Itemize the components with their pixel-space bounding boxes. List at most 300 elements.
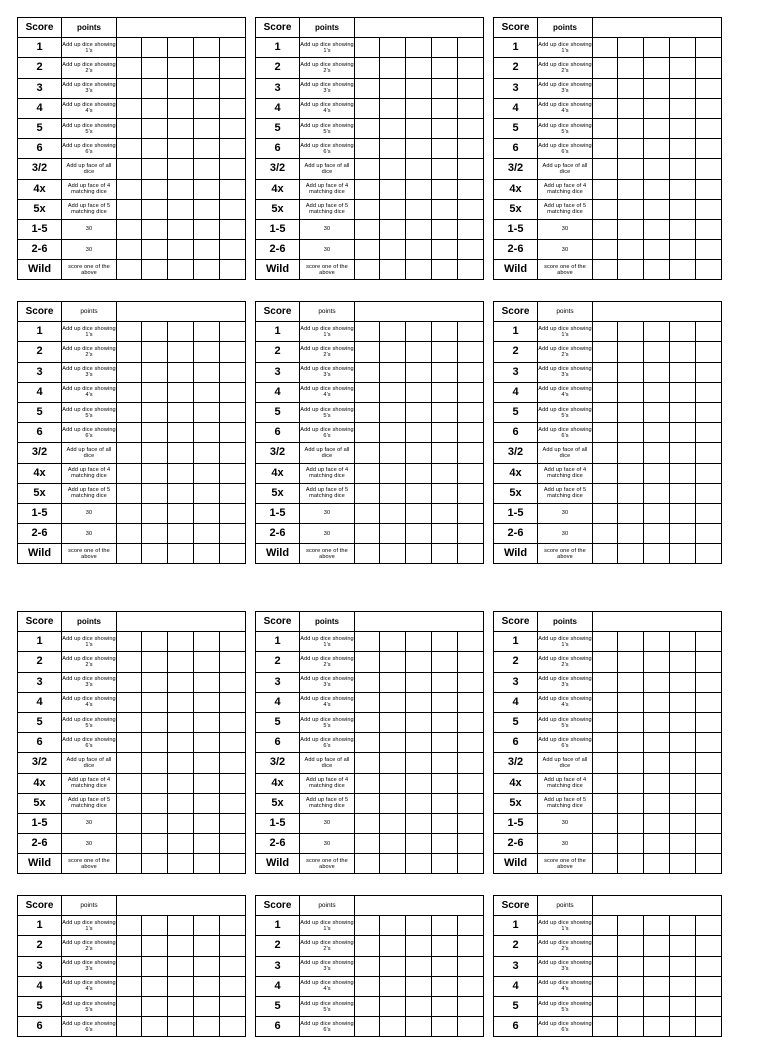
score-entry-cell[interactable] [194,813,220,833]
score-entry-cell[interactable] [194,139,220,159]
score-entry-cell[interactable] [380,78,406,98]
score-entry-cell[interactable] [380,834,406,854]
score-entry-cell[interactable] [380,38,406,58]
score-entry-cell[interactable] [593,976,618,996]
score-entry-cell[interactable] [696,854,722,874]
score-entry-cell[interactable] [644,382,670,402]
score-entry-cell[interactable] [194,916,220,936]
score-entry-cell[interactable] [670,199,696,219]
score-entry-cell[interactable] [380,423,406,443]
score-entry-cell[interactable] [355,423,380,443]
score-entry-cell[interactable] [618,692,644,712]
score-entry-cell[interactable] [168,38,194,58]
score-entry-cell[interactable] [670,652,696,672]
score-entry-cell[interactable] [644,423,670,443]
score-entry-cell[interactable] [696,813,722,833]
score-entry-cell[interactable] [355,632,380,652]
score-entry-cell[interactable] [618,423,644,443]
score-entry-cell[interactable] [593,118,618,138]
score-entry-cell[interactable] [593,483,618,503]
score-entry-cell[interactable] [670,996,696,1016]
score-entry-cell[interactable] [117,854,142,874]
score-entry-cell[interactable] [406,78,432,98]
score-entry-cell[interactable] [406,199,432,219]
score-entry-cell[interactable] [458,672,484,692]
score-entry-cell[interactable] [458,199,484,219]
score-entry-cell[interactable] [142,362,168,382]
score-entry-cell[interactable] [644,78,670,98]
score-entry-cell[interactable] [355,503,380,523]
score-entry-cell[interactable] [220,78,246,98]
score-entry-cell[interactable] [117,179,142,199]
score-entry-cell[interactable] [696,402,722,422]
score-entry-cell[interactable] [380,382,406,402]
score-entry-cell[interactable] [670,483,696,503]
score-entry-cell[interactable] [696,793,722,813]
score-entry-cell[interactable] [618,219,644,239]
score-entry-cell[interactable] [458,976,484,996]
score-entry-cell[interactable] [194,712,220,732]
score-entry-cell[interactable] [117,503,142,523]
score-entry-cell[interactable] [644,854,670,874]
score-entry-cell[interactable] [168,423,194,443]
score-entry-cell[interactable] [696,219,722,239]
score-entry-cell[interactable] [194,260,220,280]
score-entry-cell[interactable] [194,773,220,793]
score-entry-cell[interactable] [380,219,406,239]
score-entry-cell[interactable] [432,443,458,463]
score-entry-cell[interactable] [618,976,644,996]
score-entry-cell[interactable] [618,632,644,652]
score-entry-cell[interactable] [432,996,458,1016]
score-entry-cell[interactable] [593,793,618,813]
score-entry-cell[interactable] [644,402,670,422]
score-entry-cell[interactable] [593,199,618,219]
score-entry-cell[interactable] [194,342,220,362]
score-entry-cell[interactable] [194,402,220,422]
score-entry-cell[interactable] [380,402,406,422]
score-entry-cell[interactable] [117,118,142,138]
score-entry-cell[interactable] [644,483,670,503]
score-entry-cell[interactable] [142,38,168,58]
score-entry-cell[interactable] [670,916,696,936]
score-entry-cell[interactable] [432,382,458,402]
score-entry-cell[interactable] [593,956,618,976]
score-entry-cell[interactable] [458,834,484,854]
score-entry-cell[interactable] [432,139,458,159]
score-entry-cell[interactable] [432,342,458,362]
score-entry-cell[interactable] [194,1017,220,1037]
score-entry-cell[interactable] [618,240,644,260]
score-entry-cell[interactable] [380,524,406,544]
score-entry-cell[interactable] [458,78,484,98]
score-entry-cell[interactable] [670,712,696,732]
score-entry-cell[interactable] [355,834,380,854]
score-entry-cell[interactable] [432,773,458,793]
score-entry-cell[interactable] [117,322,142,342]
score-entry-cell[interactable] [618,118,644,138]
score-entry-cell[interactable] [220,463,246,483]
score-entry-cell[interactable] [142,524,168,544]
score-entry-cell[interactable] [593,58,618,78]
score-entry-cell[interactable] [406,692,432,712]
score-entry-cell[interactable] [644,322,670,342]
score-entry-cell[interactable] [168,916,194,936]
score-entry-cell[interactable] [432,733,458,753]
score-entry-cell[interactable] [406,179,432,199]
score-entry-cell[interactable] [194,854,220,874]
score-entry-cell[interactable] [618,483,644,503]
score-entry-cell[interactable] [142,956,168,976]
score-entry-cell[interactable] [220,793,246,813]
score-entry-cell[interactable] [168,753,194,773]
score-entry-cell[interactable] [670,139,696,159]
score-entry-cell[interactable] [618,753,644,773]
score-entry-cell[interactable] [117,219,142,239]
score-entry-cell[interactable] [644,692,670,712]
score-entry-cell[interactable] [220,632,246,652]
score-entry-cell[interactable] [696,443,722,463]
score-entry-cell[interactable] [458,956,484,976]
score-entry-cell[interactable] [168,956,194,976]
score-entry-cell[interactable] [432,219,458,239]
score-entry-cell[interactable] [220,98,246,118]
score-entry-cell[interactable] [432,199,458,219]
score-entry-cell[interactable] [458,58,484,78]
score-entry-cell[interactable] [644,159,670,179]
score-entry-cell[interactable] [117,423,142,443]
score-entry-cell[interactable] [168,544,194,564]
score-entry-cell[interactable] [406,463,432,483]
score-entry-cell[interactable] [618,996,644,1016]
score-entry-cell[interactable] [593,322,618,342]
score-entry-cell[interactable] [142,672,168,692]
score-entry-cell[interactable] [194,322,220,342]
score-entry-cell[interactable] [670,342,696,362]
score-entry-cell[interactable] [380,976,406,996]
score-entry-cell[interactable] [168,362,194,382]
score-entry-cell[interactable] [644,342,670,362]
score-entry-cell[interactable] [168,443,194,463]
score-entry-cell[interactable] [194,976,220,996]
score-entry-cell[interactable] [458,773,484,793]
score-entry-cell[interactable] [194,219,220,239]
score-entry-cell[interactable] [220,544,246,564]
score-entry-cell[interactable] [618,672,644,692]
score-entry-cell[interactable] [380,733,406,753]
score-entry-cell[interactable] [380,672,406,692]
score-entry-cell[interactable] [618,362,644,382]
score-entry-cell[interactable] [618,58,644,78]
score-entry-cell[interactable] [593,139,618,159]
score-entry-cell[interactable] [406,423,432,443]
score-entry-cell[interactable] [380,956,406,976]
score-entry-cell[interactable] [458,524,484,544]
score-entry-cell[interactable] [670,219,696,239]
score-entry-cell[interactable] [618,342,644,362]
score-entry-cell[interactable] [593,773,618,793]
score-entry-cell[interactable] [593,240,618,260]
score-entry-cell[interactable] [593,382,618,402]
score-entry-cell[interactable] [220,362,246,382]
score-entry-cell[interactable] [142,834,168,854]
score-entry-cell[interactable] [406,916,432,936]
score-entry-cell[interactable] [380,544,406,564]
score-entry-cell[interactable] [432,956,458,976]
score-entry-cell[interactable] [355,793,380,813]
score-entry-cell[interactable] [644,139,670,159]
score-entry-cell[interactable] [406,753,432,773]
score-entry-cell[interactable] [355,544,380,564]
score-entry-cell[interactable] [117,773,142,793]
score-entry-cell[interactable] [432,38,458,58]
score-entry-cell[interactable] [355,936,380,956]
score-entry-cell[interactable] [380,1017,406,1037]
score-entry-cell[interactable] [406,98,432,118]
score-entry-cell[interactable] [696,98,722,118]
score-entry-cell[interactable] [696,916,722,936]
score-entry-cell[interactable] [406,773,432,793]
score-entry-cell[interactable] [458,38,484,58]
score-entry-cell[interactable] [142,652,168,672]
score-entry-cell[interactable] [644,118,670,138]
score-entry-cell[interactable] [142,692,168,712]
score-entry-cell[interactable] [618,179,644,199]
score-entry-cell[interactable] [220,159,246,179]
score-entry-cell[interactable] [117,793,142,813]
score-entry-cell[interactable] [696,139,722,159]
score-entry-cell[interactable] [593,423,618,443]
score-entry-cell[interactable] [593,996,618,1016]
score-entry-cell[interactable] [220,240,246,260]
score-entry-cell[interactable] [355,199,380,219]
score-entry-cell[interactable] [355,382,380,402]
score-entry-cell[interactable] [194,956,220,976]
score-entry-cell[interactable] [406,524,432,544]
score-entry-cell[interactable] [194,118,220,138]
score-entry-cell[interactable] [432,524,458,544]
score-entry-cell[interactable] [380,58,406,78]
score-entry-cell[interactable] [117,672,142,692]
score-entry-cell[interactable] [168,793,194,813]
score-entry-cell[interactable] [168,342,194,362]
score-entry-cell[interactable] [670,524,696,544]
score-entry-cell[interactable] [644,672,670,692]
score-entry-cell[interactable] [593,652,618,672]
score-entry-cell[interactable] [168,199,194,219]
score-entry-cell[interactable] [142,342,168,362]
score-entry-cell[interactable] [117,1017,142,1037]
score-entry-cell[interactable] [696,996,722,1016]
score-entry-cell[interactable] [644,753,670,773]
score-entry-cell[interactable] [670,854,696,874]
score-entry-cell[interactable] [194,503,220,523]
score-entry-cell[interactable] [355,58,380,78]
score-entry-cell[interactable] [406,443,432,463]
score-entry-cell[interactable] [406,362,432,382]
score-entry-cell[interactable] [194,652,220,672]
score-entry-cell[interactable] [355,443,380,463]
score-entry-cell[interactable] [168,936,194,956]
score-entry-cell[interactable] [380,118,406,138]
score-entry-cell[interactable] [458,98,484,118]
score-entry-cell[interactable] [168,854,194,874]
score-entry-cell[interactable] [696,503,722,523]
score-entry-cell[interactable] [406,936,432,956]
score-entry-cell[interactable] [117,652,142,672]
score-entry-cell[interactable] [432,240,458,260]
score-entry-cell[interactable] [644,793,670,813]
score-entry-cell[interactable] [117,813,142,833]
score-entry-cell[interactable] [380,139,406,159]
score-entry-cell[interactable] [696,382,722,402]
score-entry-cell[interactable] [168,382,194,402]
score-entry-cell[interactable] [142,240,168,260]
score-entry-cell[interactable] [618,1017,644,1037]
score-entry-cell[interactable] [117,692,142,712]
score-entry-cell[interactable] [220,199,246,219]
score-entry-cell[interactable] [670,463,696,483]
score-entry-cell[interactable] [458,632,484,652]
score-entry-cell[interactable] [458,813,484,833]
score-entry-cell[interactable] [618,652,644,672]
score-entry-cell[interactable] [670,240,696,260]
score-entry-cell[interactable] [220,58,246,78]
score-entry-cell[interactable] [696,524,722,544]
score-entry-cell[interactable] [644,773,670,793]
score-entry-cell[interactable] [194,58,220,78]
score-entry-cell[interactable] [593,854,618,874]
score-entry-cell[interactable] [406,38,432,58]
score-entry-cell[interactable] [406,544,432,564]
score-entry-cell[interactable] [406,342,432,362]
score-entry-cell[interactable] [432,652,458,672]
score-entry-cell[interactable] [618,733,644,753]
score-entry-cell[interactable] [355,159,380,179]
score-entry-cell[interactable] [142,733,168,753]
score-entry-cell[interactable] [142,1017,168,1037]
score-entry-cell[interactable] [644,260,670,280]
score-entry-cell[interactable] [432,78,458,98]
score-entry-cell[interactable] [194,159,220,179]
score-entry-cell[interactable] [593,672,618,692]
score-entry-cell[interactable] [432,118,458,138]
score-entry-cell[interactable] [406,240,432,260]
score-entry-cell[interactable] [696,672,722,692]
score-entry-cell[interactable] [220,179,246,199]
score-entry-cell[interactable] [194,362,220,382]
score-entry-cell[interactable] [220,834,246,854]
score-entry-cell[interactable] [644,503,670,523]
score-entry-cell[interactable] [458,544,484,564]
score-entry-cell[interactable] [142,98,168,118]
score-entry-cell[interactable] [142,139,168,159]
score-entry-cell[interactable] [142,976,168,996]
score-entry-cell[interactable] [458,692,484,712]
score-entry-cell[interactable] [458,483,484,503]
score-entry-cell[interactable] [220,813,246,833]
score-entry-cell[interactable] [220,773,246,793]
score-entry-cell[interactable] [432,544,458,564]
score-entry-cell[interactable] [670,793,696,813]
score-entry-cell[interactable] [380,362,406,382]
score-entry-cell[interactable] [220,260,246,280]
score-entry-cell[interactable] [142,813,168,833]
score-entry-cell[interactable] [432,98,458,118]
score-entry-cell[interactable] [142,854,168,874]
score-entry-cell[interactable] [355,956,380,976]
score-entry-cell[interactable] [355,179,380,199]
score-entry-cell[interactable] [670,503,696,523]
score-entry-cell[interactable] [670,58,696,78]
score-entry-cell[interactable] [432,362,458,382]
score-entry-cell[interactable] [696,362,722,382]
score-entry-cell[interactable] [355,916,380,936]
score-entry-cell[interactable] [220,753,246,773]
score-entry-cell[interactable] [670,402,696,422]
score-entry-cell[interactable] [670,753,696,773]
score-entry-cell[interactable] [194,179,220,199]
score-entry-cell[interactable] [117,78,142,98]
score-entry-cell[interactable] [618,382,644,402]
score-entry-cell[interactable] [380,179,406,199]
score-entry-cell[interactable] [168,98,194,118]
score-entry-cell[interactable] [194,936,220,956]
score-entry-cell[interactable] [168,813,194,833]
score-entry-cell[interactable] [117,996,142,1016]
score-entry-cell[interactable] [670,98,696,118]
score-entry-cell[interactable] [593,362,618,382]
score-entry-cell[interactable] [593,753,618,773]
score-entry-cell[interactable] [355,362,380,382]
score-entry-cell[interactable] [168,402,194,422]
score-entry-cell[interactable] [593,834,618,854]
score-entry-cell[interactable] [618,793,644,813]
score-entry-cell[interactable] [618,199,644,219]
score-entry-cell[interactable] [644,1017,670,1037]
score-entry-cell[interactable] [670,179,696,199]
score-entry-cell[interactable] [618,38,644,58]
score-entry-cell[interactable] [696,1017,722,1037]
score-entry-cell[interactable] [644,652,670,672]
score-entry-cell[interactable] [168,773,194,793]
score-entry-cell[interactable] [458,322,484,342]
score-entry-cell[interactable] [432,402,458,422]
score-entry-cell[interactable] [142,916,168,936]
score-entry-cell[interactable] [168,322,194,342]
score-entry-cell[interactable] [380,936,406,956]
score-entry-cell[interactable] [117,159,142,179]
score-entry-cell[interactable] [355,483,380,503]
score-entry-cell[interactable] [593,524,618,544]
score-entry-cell[interactable] [406,260,432,280]
score-entry-cell[interactable] [117,733,142,753]
score-entry-cell[interactable] [168,463,194,483]
score-entry-cell[interactable] [432,58,458,78]
score-entry-cell[interactable] [618,916,644,936]
score-entry-cell[interactable] [458,240,484,260]
score-entry-cell[interactable] [117,362,142,382]
score-entry-cell[interactable] [696,544,722,564]
score-entry-cell[interactable] [406,483,432,503]
score-entry-cell[interactable] [618,139,644,159]
score-entry-cell[interactable] [670,632,696,652]
score-entry-cell[interactable] [644,936,670,956]
score-entry-cell[interactable] [670,118,696,138]
score-entry-cell[interactable] [142,179,168,199]
score-entry-cell[interactable] [380,753,406,773]
score-entry-cell[interactable] [380,652,406,672]
